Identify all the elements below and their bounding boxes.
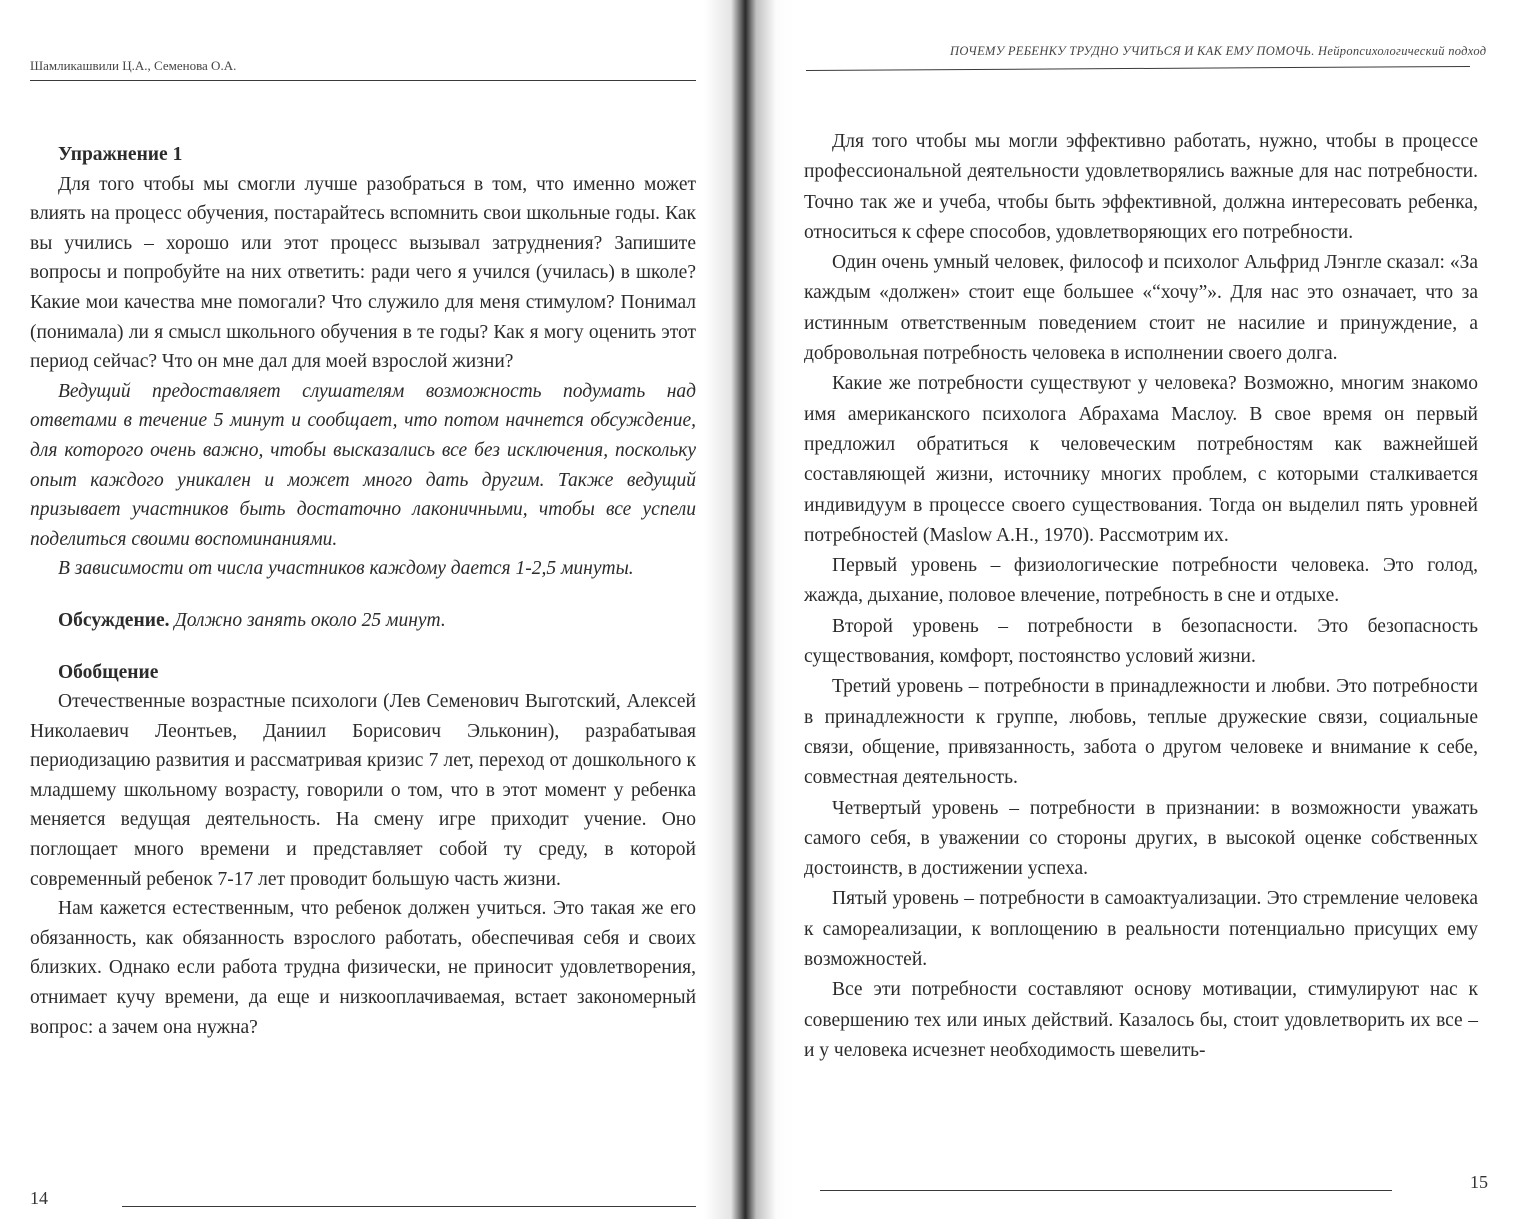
header-rule [806, 66, 1470, 71]
summary-paragraph-2: Нам кажется естественным, что ребенок должен учиться. Это такая же его обязанность, как обязанность взрослого работать, обеспечивая себя и своих близких. Однако если работа трудна физически, не приносит удовлетворения, отнимает кучу времени, да еще и низкооплачиваемая, встает закономерный вопрос: а зачем она нужна? [30, 898, 696, 1038]
right-page-text [804, 127, 1478, 1066]
page-number-right: 15 [1470, 1172, 1488, 1192]
summary-heading: Обобщение [58, 661, 159, 683]
exercise-body: Для того чтобы мы смогли лучше разобраться в том, что именно может влиять на процесс обучения, постарайтесь вспомнить свои школьные годы. Как вы учились – хорошо или этот процесс вызывал затруднения? Запишите вопросы и попробуйте на них ответить: ради чего я учился (училась) в школе? Какие мои качества мне помогали? Что служило для меня стимулом? Понимал (понимала) ли я смысл школьного обучения в те годы? Как я могу оценить этот период сейчас? Что он мне дал для моей взрослой жизни? [30, 173, 696, 373]
header-rule [30, 80, 696, 81]
left-page-text [30, 140, 696, 1042]
paragraph: Третий уровень – потребности в принадлежности и любви. Это потребности в принадлежности к группе, любовь, теплые дружеские связи, социальные связи, общение, привязанность, забота о другом человеке и внимание к себе, совместная деятельность. [804, 676, 1478, 789]
facilitator-note: Ведущий предоставляет слушателям возможность подумать над ответами в течение 5 минут и сообщает, что потом начнется обсуждение, для которого очень важно, чтобы высказались все без исключения, поскольку опыт каждого уникален и может много дать другим. Также ведущий призывает участников быть достаточно лаконичными, чтобы все успели поделиться своими воспоминаниями. [30, 380, 696, 550]
exercise-heading: Упражнение 1 [58, 144, 183, 165]
paragraph: Какие же потребности существуют у человека? Возможно, многим знакомо имя американского психолога Абрахама Маслоу. В свое время он первый предложил обратиться к человеческим потребностям как важнейшей составляющей жизни, источнику многих проблем, с которыми сталкивается индивидуум в процессе своего существования. Тогда он выделил пять уровней потребностей (Maslow A.H., 1970). Рассмотрим их. [804, 373, 1478, 546]
paragraph: Четвертый уровень – потребности в признании: в возможности уважать самого себя, в уважении со стороны других, в высокой оценке собственных достоинств, в достижении успеха. [804, 797, 1478, 880]
paragraph: Для того чтобы мы могли эффективно работать, нужно, чтобы в процессе профессиональной деятельности удовлетворялись важные для нас потребности. Точно так же и учеба, чтобы быть эффективной, должна интересовать ребенка, относиться к сфере способов, удовлетворяющих его потребности. [804, 131, 1478, 243]
book-gutter [704, 0, 794, 1219]
paragraph: Первый уровень – физиологические потребности человека. Это голод, жажда, дыхание, половое влечение, потребность в сне и отдыхе. [804, 555, 1478, 607]
spacer [30, 584, 696, 606]
paragraph: Все эти потребности составляют основу мотивации, стимулируют нас к совершению тех или иных действий. Казалось бы, стоит удовлетворить их все – и у человека исчезнет необходимость шевелить- [804, 979, 1478, 1061]
paragraph: Пятый уровень – потребности в самоактуализации. Это стремление человека к самореализации, к воплощению в реальности потенциально присущих ему возможностей. [804, 888, 1478, 971]
footer-rule [820, 1190, 1392, 1191]
timing-note: В зависимости от числа участников каждому дается 1-2,5 минуты. [58, 558, 634, 580]
discussion-duration: Должно занять около 25 минут. [174, 609, 446, 631]
summary-paragraph-1: Отечественные возрастные психологи (Лев Семенович Выготский, Алексей Николаевич Леонтьев, Даниил Борисович Эльконин), разрабатывая периодизацию развития и рассматривая кризис 7 лет, переход от дошкольного к младшему школьному возрасту, говорили о том, что в этот момент у ребенка меняется ведущая деятельность. На смену игре приходит учение. Оно поглощает много времени и представляет собой ту среду, в которой современный ребенок 7-17 лет проводит большую часть жизни. [30, 691, 696, 890]
footer-rule [122, 1206, 696, 1207]
running-head-title: ПОЧЕМУ РЕБЕНКУ ТРУДНО УЧИТЬСЯ И КАК ЕМУ ПОМОЧЬ. Нейропсихологический подход [950, 44, 1487, 58]
paragraph: Второй уровень – потребности в безопасности. Это безопасность существования, комфорт, постоянство условий жизни. [804, 615, 1478, 668]
discussion-label: Обсуждение. [58, 609, 170, 631]
discussion-line [30, 606, 696, 636]
paragraph: Один очень умный человек, философ и психолог Альфрид Лэнгле сказал: «За каждым «должен» стоит еще большее «“хочу”». Для нас это означает, что за истинным ответственным поведением стоит не насилие и принуждение, а добровольная потребность человека в исполнении своего долга. [804, 252, 1478, 365]
spacer [30, 636, 696, 658]
running-head-authors: Шамликашвили Ц.А., Семенова О.А. [30, 58, 237, 73]
left-page [0, 0, 710, 1219]
right-page [790, 0, 1514, 1219]
page-number-left: 14 [30, 1188, 48, 1208]
